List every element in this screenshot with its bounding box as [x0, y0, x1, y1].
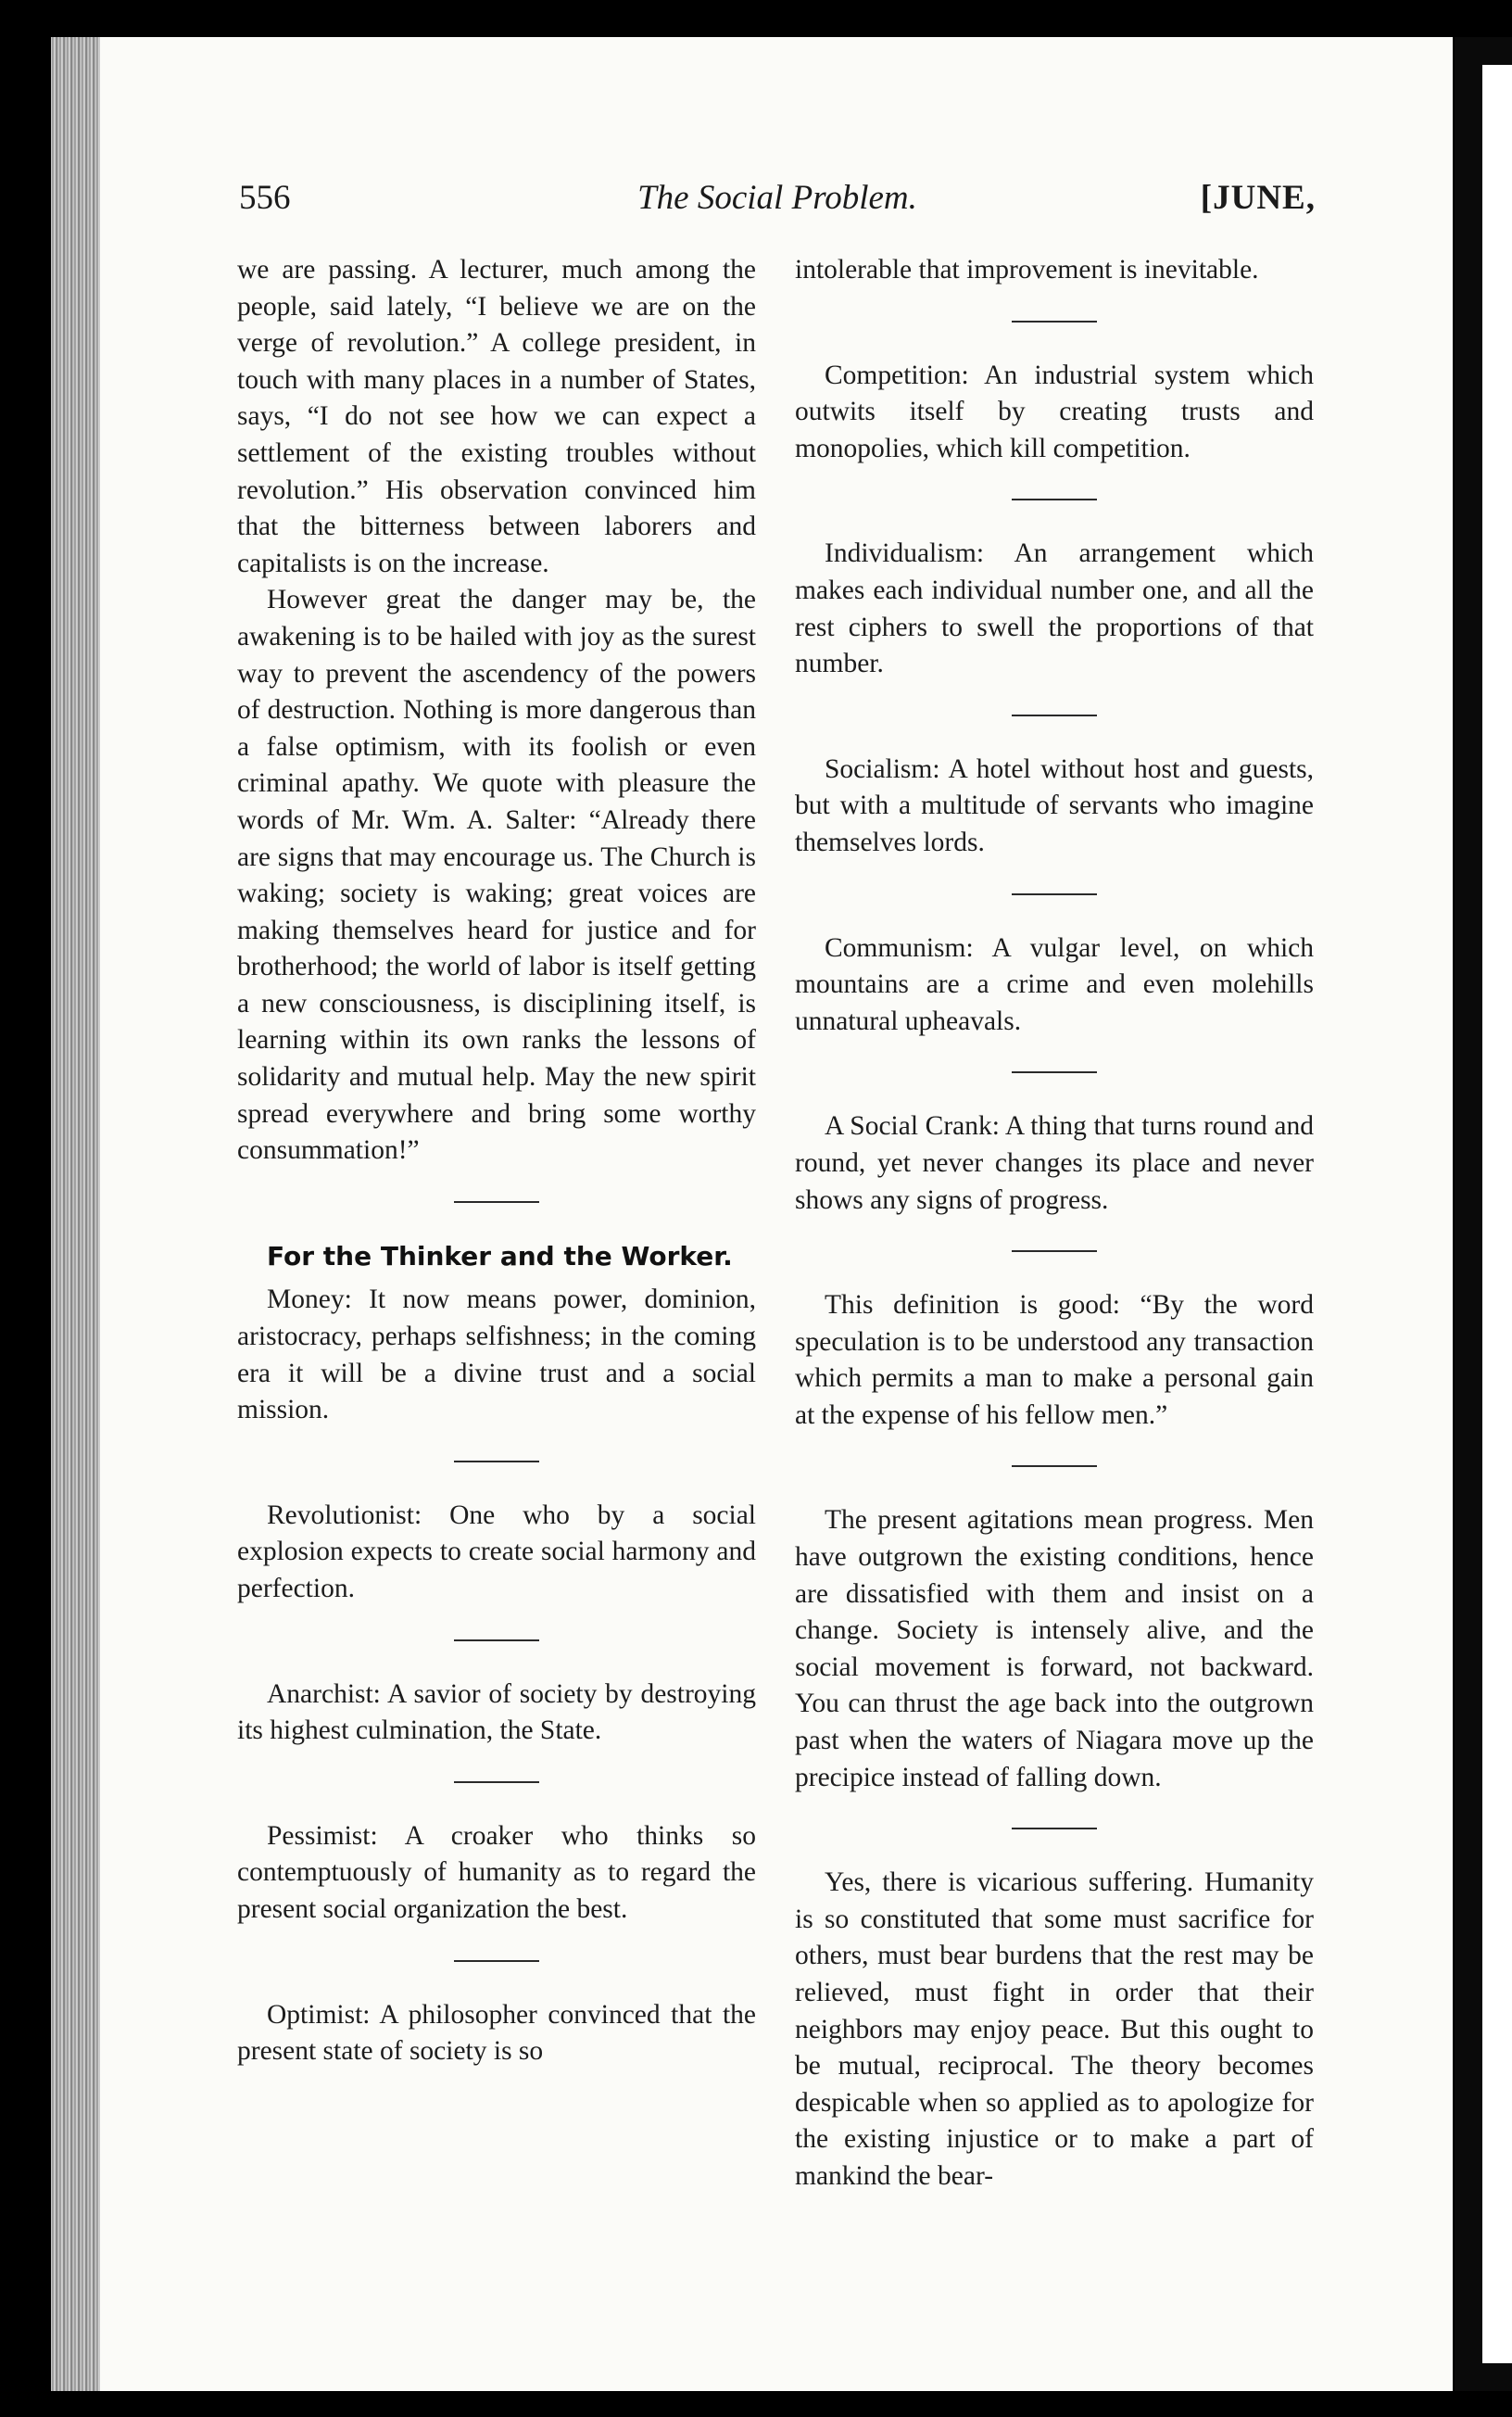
definition-social-crank: A Social Crank: A thing that turns round and round, yet never changes its place and never shows any signs of progress.	[795, 1111, 1314, 1215]
definition-rule	[454, 1639, 539, 1641]
definition-rule	[1012, 499, 1097, 500]
definition-rule	[454, 1781, 539, 1783]
continuation-paragraph: intolerable that improvement is inevitable.	[795, 255, 1259, 285]
definition-rule	[454, 1461, 539, 1462]
definition-revolutionist: Revolutionist: One who by a social explosion expects to create social harmony and perfection.	[237, 1500, 756, 1603]
definition-speculation: This definition is good: “By the word speculation is to be understood any transaction which permits a man to make a personal gain at the expense of his fellow men.”	[795, 1290, 1314, 1430]
definition-rule	[1012, 1465, 1097, 1467]
definition-rule	[1012, 321, 1097, 323]
section-heading: For the Thinker and the Worker.	[267, 1240, 733, 1272]
section-rule	[454, 1201, 539, 1203]
scan-binding-edge	[51, 37, 107, 2391]
definition-money: Money: It now means power, dominion, aristocracy, perhaps selfishness; in the coming era it will be a divine trust and a social mission.	[237, 1284, 756, 1425]
definition-communism: Communism: A vulgar level, on which mountains are a crime and even molehills unnatural upheavals.	[795, 932, 1314, 1036]
definition-individualism: Individualism: An arrangement which makes each individual number one, and all the rest ciphers to swell the proportions of that number.	[795, 538, 1314, 679]
definition-rule	[1012, 1828, 1097, 1829]
running-header	[239, 178, 1316, 224]
definition-anarchist: Anarchist: A savior of society by destroying its highest culmination, the State.	[237, 1678, 756, 1746]
definition-pessimist: Pessimist: A croaker who thinks so contemptuously of humanity as to regard the present social organization the best.	[237, 1820, 756, 1924]
definition-rule	[1012, 1250, 1097, 1252]
paragraph-agitations: The present agitations mean progress. Men have outgrown the existing conditions, hence are dissatisfied with them and insist on a change. Society is intensely alive, and the social movement is forward, not backward. You can thrust the age back into the outgrown past when the waters of Niagara move up the precipice instead of falling down.	[795, 1505, 1314, 1792]
definition-rule	[1012, 893, 1097, 895]
definition-socialism: Socialism: A hotel without host and guests, but with a multitude of servants who imagine themselves lords.	[795, 753, 1314, 857]
left-column	[237, 252, 756, 2070]
body-paragraph: However great the danger may be, the awakening is to be hailed with joy as the surest way to prevent the ascendency of the powers of destruction. Nothing is more dangerous than a false optimism, with its foolish or even criminal apathy. We quote with pleasure the words of Mr. Wm. A. Salter: “Already there are signs that may encourage us. The Church is waking; society is waking; great voices are making themselves heard for justice and for brotherhood; the world of labor is itself getting a new consciousness, is disciplining itself, is learning within its own ranks the lessons of solidarity and mutual help. May the new spirit spread everywhere and bring some worthy consummation!”	[237, 585, 756, 1166]
header-month: [JUNE,	[1200, 179, 1316, 217]
paragraph-vicarious-suffering: Yes, there is vicarious suffering. Humanity is so constituted that some must sacrifice for others, must bear burdens that the rest may be relieved, must fight in order that their neighbors may enjoy peace. But this ought to be mutual, reciprocal. The theory becomes despicable when so applied as to apologize for the existing injustice or to make a part of mankind the bear-	[795, 1867, 1314, 2191]
definition-rule	[1012, 1071, 1097, 1073]
next-page-sliver	[1482, 65, 1512, 2363]
definition-rule	[454, 1960, 539, 1962]
definition-optimist: Optimist: A philosopher convinced that the present state of society is so	[237, 1999, 756, 2067]
running-title: The Social Problem.	[637, 179, 917, 217]
right-column	[795, 252, 1314, 2196]
page-number: 556	[239, 179, 291, 217]
definition-rule	[1012, 715, 1097, 716]
intro-paragraph: we are passing. A lecturer, much among the people, said lately, “I believe we are on the verge of revolution.” A college president, in touch with many places in a number of States, says, “I do not see how we can expect a settlement of the existing troubles without revolution.” His observation convinced him that the bitterness between laborers and capitalists is on the increase.	[237, 255, 756, 578]
definition-competition: Competition: An industrial system which outwits itself by creating trusts and monopolies, which kill competition.	[795, 360, 1314, 463]
